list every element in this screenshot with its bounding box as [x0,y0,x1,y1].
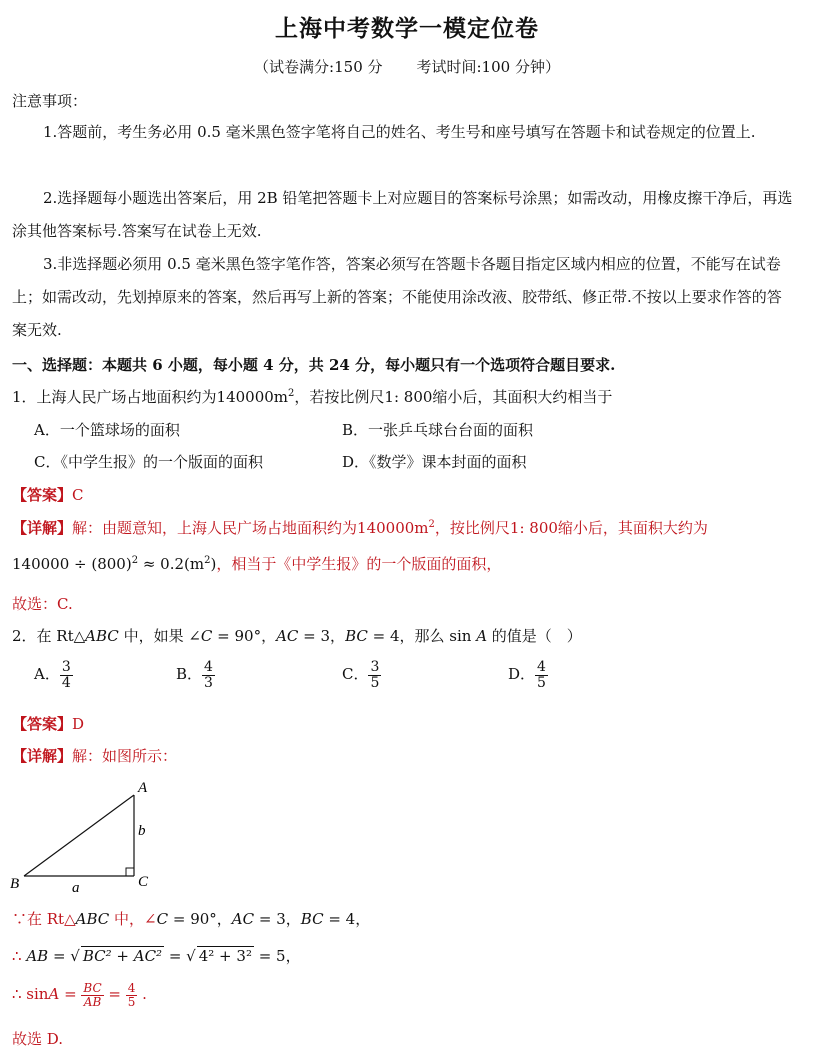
section-heading: 一、选择题：本题共 6 小题，每小题 4 分，共 24 分，每小题只有一个选项符合题目要求. [12,356,616,374]
q2-step1-f: = 4， [323,910,371,928]
vertex-a-label: A [138,780,148,796]
q2-step3-num2: 4 [127,981,136,995]
q2-stem-b: 中，如果 ∠ [118,627,201,645]
q2-step2-b: = √ [48,947,80,965]
q2-option-b [176,660,215,690]
q2-option-a [34,660,73,690]
q2-step3-fraction-1 [81,982,103,1008]
q2-option-a-num: 3 [61,659,71,675]
q2-step3-a: ∴ sin [12,985,49,1004]
q2-option-a-label: A． [34,665,60,684]
q2-step3-c: = [103,985,126,1004]
q2-answer [12,713,84,734]
q1-detail-area-sup: 2 [428,519,435,530]
q2-step3-den1: AB [83,994,102,1009]
q1-stem-c: 缩小后，其面积大约相当于 [432,388,613,406]
q1-detail-area: 140000m [357,519,429,537]
q2-c: C [200,627,213,645]
q2-step2-c: = √ [164,947,196,965]
q2-a: A [476,627,488,645]
q2-option-a-den: 4 [61,674,71,691]
q1-answer-value: C [72,486,84,504]
q1-conclusion: 故选：C. [12,595,73,613]
q2-stem-d: = 3， [298,627,346,645]
q1-detail-d: ，相当于《中学生报》的一个版面的面积， [216,555,502,573]
q2-stem [12,625,582,646]
q2-answer-value: D [72,715,85,733]
q1-detail-a: 解：由题意知，上海人民广场占地面积约为 [72,519,358,537]
q1-formula-c: ) [210,555,217,573]
right-angle-mark [126,868,134,876]
q1-stem-b: ，若按比例尺 [294,388,385,406]
q2-bc: BC [345,627,368,645]
notice-heading: 注意事项： [12,92,88,110]
score-info: （试卷满分:150 分 [254,58,383,76]
q1-answer [12,484,84,505]
q2-option-d-fraction [535,660,548,690]
q2-option-d-num: 4 [537,659,546,675]
q2-stem-f: 的值是（ ） [487,627,582,645]
q1-formula-a: 140000 ÷ (800) [12,555,132,573]
q1-option-d: D．《数学》课本封面的面积 [342,453,527,471]
q1-scale: 1: 800 [384,388,433,406]
q2-step3-fraction-2 [126,982,138,1008]
q2-stem-e: = 4，那么 sin [367,627,477,645]
q2-step1-d: = 90°， [168,910,232,928]
q2-detail-tag: 【详解】 [12,747,73,765]
q2-option-d-den: 5 [537,674,546,691]
side-a-label: a [72,880,80,896]
q1-option-a: A．一个篮球场的面积 [34,421,180,439]
q2-abc: ABC [85,627,119,645]
q2-stem-c: = 90°， [212,627,277,645]
q2-step1-c: C [156,910,169,928]
q2-detail [12,745,177,766]
q2-option-c [342,660,381,690]
q2-step3-d: . [137,985,147,1004]
q2-step1-ac: AC [231,910,255,928]
paper-subtitle [0,56,814,77]
q2-step1-b: 中，∠ [109,910,157,928]
q1-option-c: C．《中学生报》的一个版面的面积 [34,453,263,471]
triangle-figure [0,770,170,900]
q2-step1-a: ∵在 Rt△ [12,910,76,928]
paper-title: 上海中考数学一模定位卷 [275,15,539,42]
q2-step3-b: = [59,985,82,1004]
side-b-label: b [138,823,146,839]
q2-step1-bc: BC [300,910,324,928]
q1-formula-sup2: 2 [204,555,211,566]
q2-option-c-den: 5 [370,674,380,691]
q2-option-c-label: C． [342,665,369,684]
q2-step2-d: = 5， [253,947,301,965]
q2-step2-radicand-2: 4² + 3² [198,947,252,965]
q2-step1-e: = 3， [254,910,301,928]
q2-step2-radicand-1: BC² + AC² [82,947,163,965]
q1-area: 140000m [216,388,289,406]
side-ab [24,795,134,876]
q2-step2-ab: AB [26,947,49,965]
time-info: 考试时间:100 分钟） [416,58,560,76]
q2-option-b-fraction [202,660,215,690]
q2-step3-A: A [48,985,60,1004]
q2-option-a-fraction [60,660,73,690]
q1-detail-c: 缩小后，其面积大约为 [557,519,708,537]
q1-stem-a: 1．上海人民广场占地面积约为 [12,388,217,406]
q1-formula-b: ≈ 0.2(m [138,555,205,573]
q2-option-d [508,660,548,690]
q1-formula-sup: 2 [131,555,139,566]
q1-detail [12,517,708,538]
q1-stem [12,386,612,407]
q2-ac: AC [276,627,299,645]
q2-step-3 [12,982,147,1008]
notice-item-2: 2.选择题每小题选出答案后，用 2B 铅笔把答题卡上对应题目的答案标号涂黑；如需改动，用橡皮擦干净后，再选涂其他答案标号.答案写在试卷上无效. [12,189,793,240]
vertex-c-label: C [138,874,149,890]
q2-option-c-num: 3 [370,659,380,675]
q2-step-2 [12,945,301,966]
q2-step1-abc: ABC [75,910,110,928]
q2-option-c-fraction [368,660,381,690]
notice-item-3: 3.非选择题必须用 0.5 毫米黑色签字笔作答，答案必须写在答题卡各题目指定区域内相应的位置，不能写在试卷上；如需改动，先划掉原来的答案，然后再写上新的答案；不能使用涂改液、胶带纸、修正带.不按以上要求作答的答案无效. [12,255,782,339]
q2-step-1 [12,908,370,929]
q1-detail-scale: 1: 800 [509,519,558,537]
notice-item-1: 1.答题前，考生务必用 0.5 毫米黑色签字笔将自己的姓名、考生号和座号填写在答题卡和试卷规定的位置上. [43,123,756,141]
q1-detail-b: ，按比例尺 [434,519,510,537]
q2-answer-tag: 【答案】 [12,715,73,733]
q1-area-sup: 2 [288,388,295,399]
q1-option-b: B．一张乒乓球台台面的面积 [342,421,534,439]
q2-detail-a: 解：如图所示： [72,747,178,765]
q2-step2-a: ∴ [12,947,27,965]
q2-option-b-den: 3 [204,674,213,691]
q2-option-b-num: 4 [204,659,213,675]
q2-conclusion: 故选 D. [12,1030,64,1048]
q2-option-d-label: D． [508,665,536,684]
q1-formula-line [12,553,501,574]
q2-step3-num1: BC [83,981,102,995]
q1-detail-tag: 【详解】 [12,519,73,537]
vertex-b-label: B [10,876,20,892]
q2-stem-a: 2．在 Rt△ [12,627,86,645]
q2-step3-den2: 5 [127,994,136,1009]
q1-answer-tag: 【答案】 [12,486,73,504]
q2-option-b-label: B． [176,665,203,684]
